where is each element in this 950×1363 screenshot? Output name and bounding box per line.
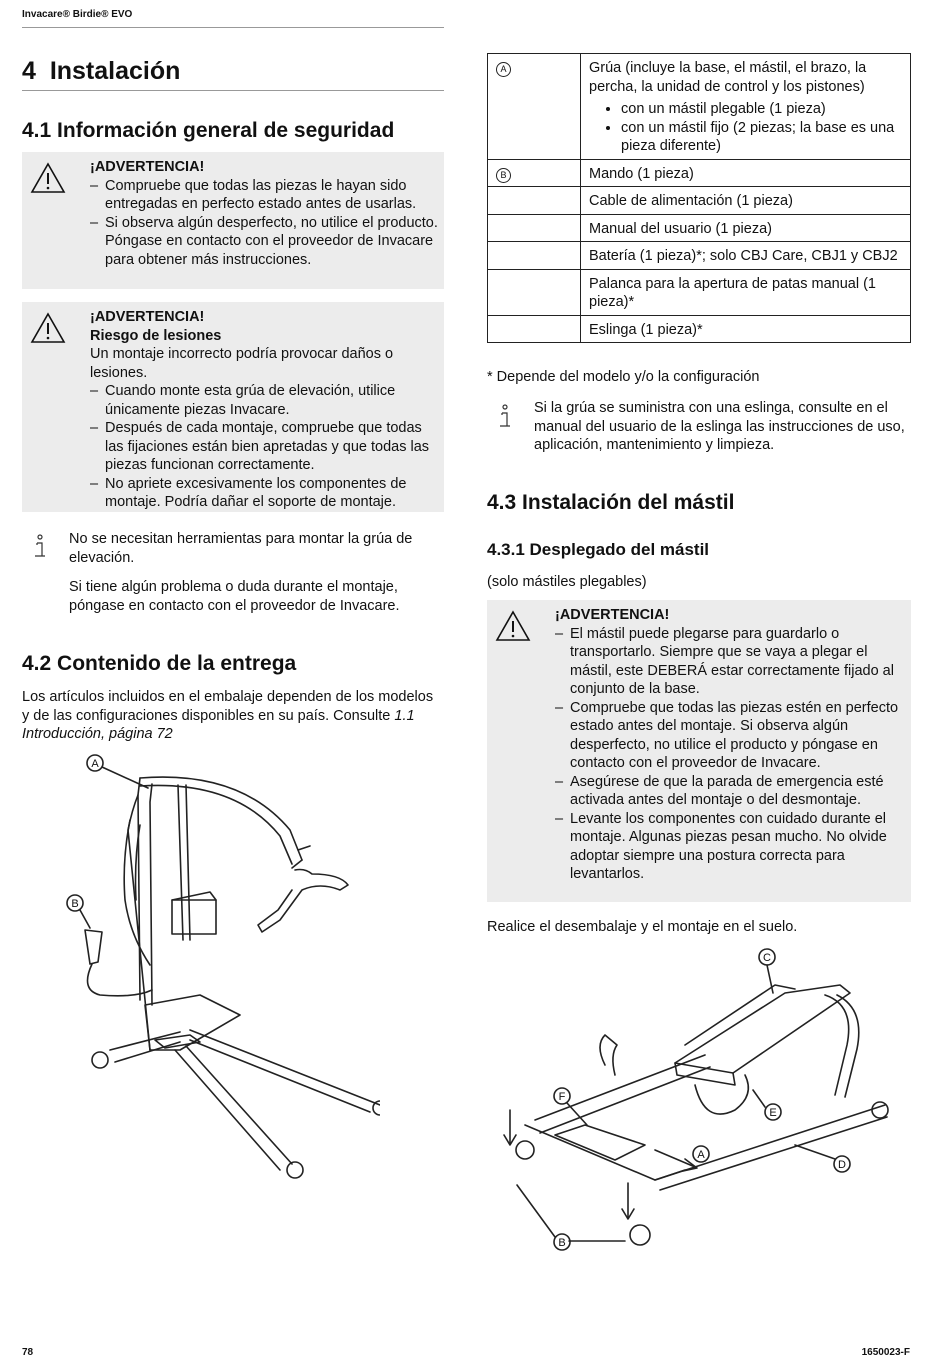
warning-title: ¡ADVERTENCIA! xyxy=(90,309,205,325)
figure-label-e: E xyxy=(769,1107,777,1119)
table-cell-key: B xyxy=(488,159,581,187)
lift-illustration xyxy=(40,750,380,1190)
section-4-1-heading: 4.1 Información general de seguridad xyxy=(22,119,395,142)
figure-label-a-text: A xyxy=(91,758,99,770)
mast-unfold-illustration xyxy=(495,945,905,1260)
table-cell-text: Palanca para la apertura de patas manual (1 pieza)* xyxy=(581,269,911,315)
page-number: 78 xyxy=(22,1347,34,1358)
running-header: Invacare® Birdie® EVO xyxy=(22,9,133,20)
table-cell-text: Mando (1 pieza) xyxy=(581,159,911,187)
chapter-rule xyxy=(22,90,444,91)
table-row xyxy=(488,54,911,160)
section-4-2-heading: 4.2 Contenido de la entrega xyxy=(22,652,297,675)
info-icon xyxy=(497,404,513,430)
info-text: Si la grúa se suministra con una eslinga, consulte en el manual del usuario de la eslinga las instrucciones de uso, aplicación, mantenimiento y limpieza. xyxy=(534,400,905,453)
chapter-title: 4 Instalación xyxy=(22,57,181,85)
section-4-2-text: Los artículos incluidos en el embalaje dependen de los modelos y de las configuraciones disponibles en su país. Consulte 1.1 Introducción, página 72 xyxy=(22,689,434,742)
info-text: Si tiene algún problema o duda durante el montaje, póngase en contacto con el proveedor de Invacare. xyxy=(69,579,400,614)
cross-reference-link[interactable]: 1.1 Introducción, página 72 xyxy=(22,707,415,742)
table-cell-key xyxy=(488,242,581,270)
figure-label-d: D xyxy=(838,1159,846,1171)
table-footnote: * Depende del modelo y/o la configuración xyxy=(487,369,760,385)
header-divider xyxy=(22,27,444,28)
table-bullet: • con un mástil plegable (1 pieza) xyxy=(621,100,904,119)
table-cell-key: A xyxy=(488,54,581,160)
figure-label-f: F xyxy=(558,1091,566,1103)
table-cell-text: Batería (1 pieza)*; solo CBJ Care, CBJ1 y CBJ2 xyxy=(581,242,911,270)
warning-title: ¡ADVERTENCIA! xyxy=(555,607,670,623)
warning-title: ¡ADVERTENCIA! xyxy=(90,159,205,175)
warning-intro: Un montaje incorrecto podría provocar daños o lesiones. xyxy=(90,346,394,381)
section-note: (solo mástiles plegables) xyxy=(487,574,647,590)
table-cell-text: Manual del usuario (1 pieza) xyxy=(581,214,911,242)
warning-item: – Cuando monte esta grúa de elevación, utilice únicamente piezas Invacare. xyxy=(90,383,396,418)
info-text: No se necesitan herramientas para montar la grúa de elevación. xyxy=(69,531,413,566)
warning-subtitle: Riesgo de lesiones xyxy=(90,327,222,344)
table-row xyxy=(488,159,911,187)
table-cell-key xyxy=(488,269,581,315)
figure-label-c: C xyxy=(763,952,771,964)
section-4-3-heading: 4.3 Instalación del mástil xyxy=(487,491,735,514)
warning-box-2 xyxy=(22,302,444,512)
figure-label-a: A xyxy=(697,1149,705,1161)
figure-label-b-text: B xyxy=(71,898,79,910)
warning-box-1 xyxy=(22,152,444,289)
warning-item: – El mástil puede plegarse para guardarlo o transportarlo. Siempre que se vaya a plegar el mástil, este DEBERÁ estar correctamente fijado al conjunto de la base. xyxy=(555,625,894,697)
section-4-3-text: Realice el desembalaje y el montaje en el suelo. xyxy=(487,919,798,935)
warning-item: – Compruebe que todas las piezas le hayan sido entregadas en perfecto estado antes de usarlas. xyxy=(90,177,417,212)
warning-item: – Si observa algún desperfecto, no utilice el producto. Póngase en contacto con el proveedor de Invacare para obtener más instrucciones. xyxy=(90,214,438,268)
info-icon xyxy=(32,534,48,560)
delivery-contents-table xyxy=(487,53,911,343)
figure-label-b: B xyxy=(558,1237,566,1249)
table-row xyxy=(488,187,911,215)
warning-item: – Después de cada montaje, compruebe que todas las fijaciones están bien apretadas y que todas las piezas funcionan correctamente. xyxy=(90,420,430,473)
table-cell-key xyxy=(488,214,581,242)
warning-item: – No apriete excesivamente los componentes de montaje. Podría dañar el soporte de montaje. xyxy=(90,475,407,510)
table-cell-text: Eslinga (1 pieza)* xyxy=(581,315,911,343)
table-row xyxy=(488,315,911,343)
table-row xyxy=(488,242,911,270)
warning-triangle-icon xyxy=(495,610,531,642)
table-row xyxy=(488,214,911,242)
warning-item: – Compruebe que todas las piezas estén en perfecto estado antes del montaje. Si observa algún desperfecto, no utilice el producto y póngase en contacto con el proveedor de Invacare. xyxy=(555,699,899,771)
warning-box-3 xyxy=(487,600,911,902)
document-code: 1650023-F xyxy=(861,1347,910,1358)
table-cell-text: Cable de alimentación (1 pieza) xyxy=(581,187,911,215)
table-row xyxy=(488,269,911,315)
table-cell-text: Grúa (incluye la base, el mástil, el brazo, la percha, la unidad de control y los pistones) • con un mástil plegable (1 pieza) • con un mástil fijo (2 piezas; la base es una pieza diferente) xyxy=(581,54,911,160)
table-bullet: • con un mástil fijo (2 piezas; la base es una pieza diferente) xyxy=(621,119,904,156)
table-cell-key xyxy=(488,187,581,215)
section-4-3-1-heading: 4.3.1 Desplegado del mástil xyxy=(487,540,710,559)
warning-item: – Asegúrese de que la parada de emergencia esté activada antes del montaje o del desmontaje. xyxy=(555,773,884,808)
warning-triangle-icon xyxy=(30,162,66,194)
warning-item: – Levante los componentes con cuidado durante el montaje. Algunas piezas pesan mucho. No olvide adoptar siempre una postura correcta para levantarlos. xyxy=(555,810,887,882)
warning-triangle-icon xyxy=(30,312,66,344)
table-cell-key xyxy=(488,315,581,343)
